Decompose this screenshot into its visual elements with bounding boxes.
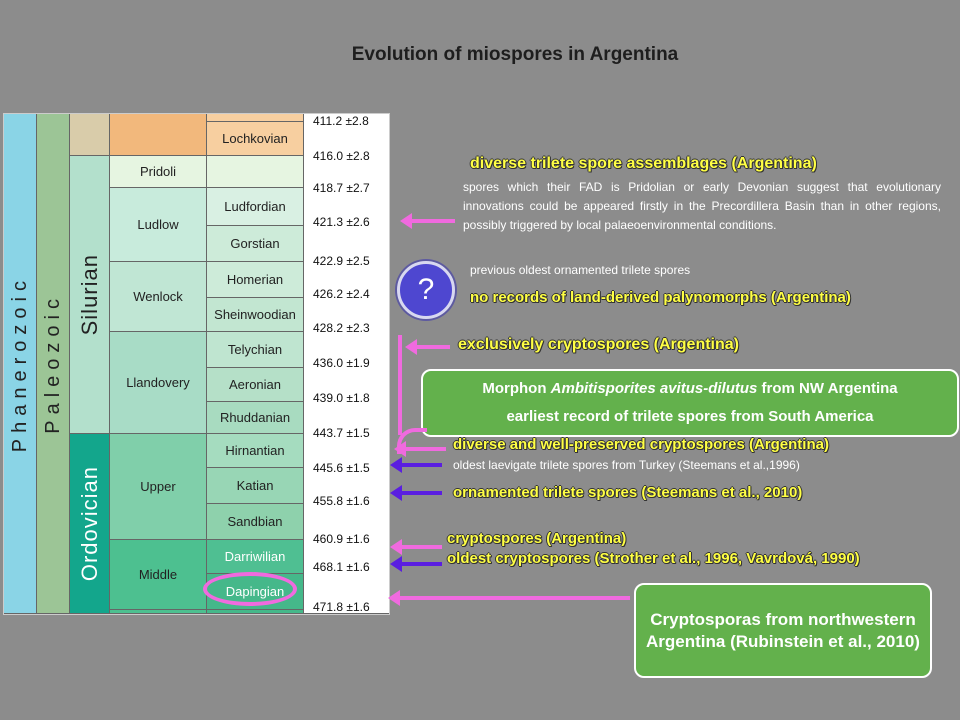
stage-dapingian: Dapingian (207, 574, 304, 610)
cryptosporas-info-box (634, 583, 932, 678)
morphon-line-1: Morphon Ambitisporites avitus-dilutus from NW Argentina (482, 380, 898, 397)
stage-bottom (207, 610, 304, 614)
age-label: 471.8 ±1.6 (313, 600, 370, 614)
age-label: 468.1 ±1.6 (313, 560, 370, 574)
question-mark-badge: ? (397, 261, 455, 319)
morphon-info-box (421, 369, 959, 437)
epoch-upper: Upper (110, 434, 207, 540)
oldest-cryptospores-text: oldest cryptospores (Strother et al., 1996, Vavrdová, 1990) (447, 550, 860, 567)
diverse-trilete-description: spores which their FAD is Pridolian or early Devonian suggest that evolutionary innovations could be appeared firstly in the Precordillera Basin than in other regions, possibly triggered by local palaeoenvironmental conditions. (463, 180, 941, 232)
age-label: 436.0 ±1.9 (313, 356, 370, 370)
epoch-pridoli: Pridoli (110, 156, 207, 188)
stage-katian: Katian (207, 468, 304, 504)
stage-sheinwoodian: Sheinwoodian (207, 298, 304, 332)
arrow-oldest-laevigate (400, 463, 442, 467)
cryptosporas-text: Cryptosporas from northwestern Argentina (Rubinstein et al., 2010) (646, 609, 920, 651)
dapingian-highlight-ellipse (203, 572, 297, 606)
diverse-cryptospores-text: diverse and well-preserved cryptospores (Argentina) (453, 436, 829, 453)
oldest-laevigate-text: oldest laevigate trilete spores from Turkey (Steemans et al.,1996) (453, 458, 800, 472)
stage-hirnantian: Hirnantian (207, 434, 304, 468)
age-label: 422.9 ±2.5 (313, 254, 370, 268)
age-label: 428.2 ±2.3 (313, 321, 370, 335)
arrow-exclusively-cryptospores (415, 345, 450, 349)
stage-rhuddanian: Rhuddanian (207, 402, 304, 434)
previous-oldest-text: previous oldest ornamented trilete spores (470, 263, 691, 277)
arrow-diverse-trilete (410, 219, 455, 223)
exclusively-cryptospores-text: exclusively cryptospores (Argentina) (458, 336, 739, 353)
epoch-top (110, 114, 207, 156)
stage-pridoli-blank (207, 156, 304, 188)
age-label: 418.7 ±2.7 (313, 181, 370, 195)
epoch-bottom (110, 610, 207, 614)
geologic-time-chart (3, 113, 390, 615)
arrow-ornamented-trilete (400, 491, 442, 495)
eon-column (4, 114, 37, 614)
llandovery-bracket (398, 335, 402, 435)
stage-lochkovian: Lochkovian (207, 122, 304, 156)
stage-sandbian: Sandbian (207, 504, 304, 540)
age-label: 455.8 ±1.6 (313, 494, 370, 508)
epoch-middle: Middle (110, 540, 207, 610)
epoch-llandovery: Llandovery (110, 332, 207, 434)
stage-ludfordian: Ludfordian (207, 188, 304, 226)
age-label: 443.7 ±1.5 (313, 426, 370, 440)
stage-gorstian: Gorstian (207, 226, 304, 262)
stage-aeronian: Aeronian (207, 368, 304, 402)
cryptospores-argentina-text: cryptospores (Argentina) (447, 530, 627, 547)
age-label: 460.9 ±1.6 (313, 532, 370, 546)
arrow-diverse-cryptospores (404, 447, 446, 451)
age-label: 421.3 ±2.6 (313, 215, 370, 229)
diverse-trilete-heading: diverse trilete spore assemblages (Argentina) (470, 155, 817, 172)
arrow-cryptospores-argentina (400, 545, 442, 549)
ornamented-trilete-text: ornamented trilete spores (Steemans et al., 2010) (453, 484, 803, 501)
morphon-line-2: earliest record of trilete spores from South America (506, 408, 874, 425)
stage-darriwilian: Darriwilian (207, 540, 304, 574)
era-column (37, 114, 70, 614)
arrow-oldest-cryptospores (400, 562, 442, 566)
epoch-ludlow: Ludlow (110, 188, 207, 262)
stage-top (207, 114, 304, 122)
period-silurian: Silurian (70, 156, 110, 434)
age-label: 416.0 ±2.8 (313, 149, 370, 163)
arrow-cryptosporas-box (398, 596, 630, 600)
period-top-blank (70, 114, 110, 156)
epoch-wenlock: Wenlock (110, 262, 207, 332)
eon-label: Phanerozoic (8, 274, 31, 453)
period-ordovician: Ordovician (70, 434, 110, 614)
age-label: 426.2 ±2.4 (313, 287, 370, 301)
no-records-text: no records of land-derived palynomorphs (Argentina) (470, 289, 851, 306)
age-label: 445.6 ±1.5 (313, 461, 370, 475)
age-label: 439.0 ±1.8 (313, 391, 370, 405)
stage-telychian: Telychian (207, 332, 304, 368)
era-label: Paleozoic (41, 293, 64, 434)
stage-homerian: Homerian (207, 262, 304, 298)
page-title: Evolution of miospores in Argentina (351, 44, 679, 65)
age-label: 411.2 ±2.8 (313, 114, 369, 128)
